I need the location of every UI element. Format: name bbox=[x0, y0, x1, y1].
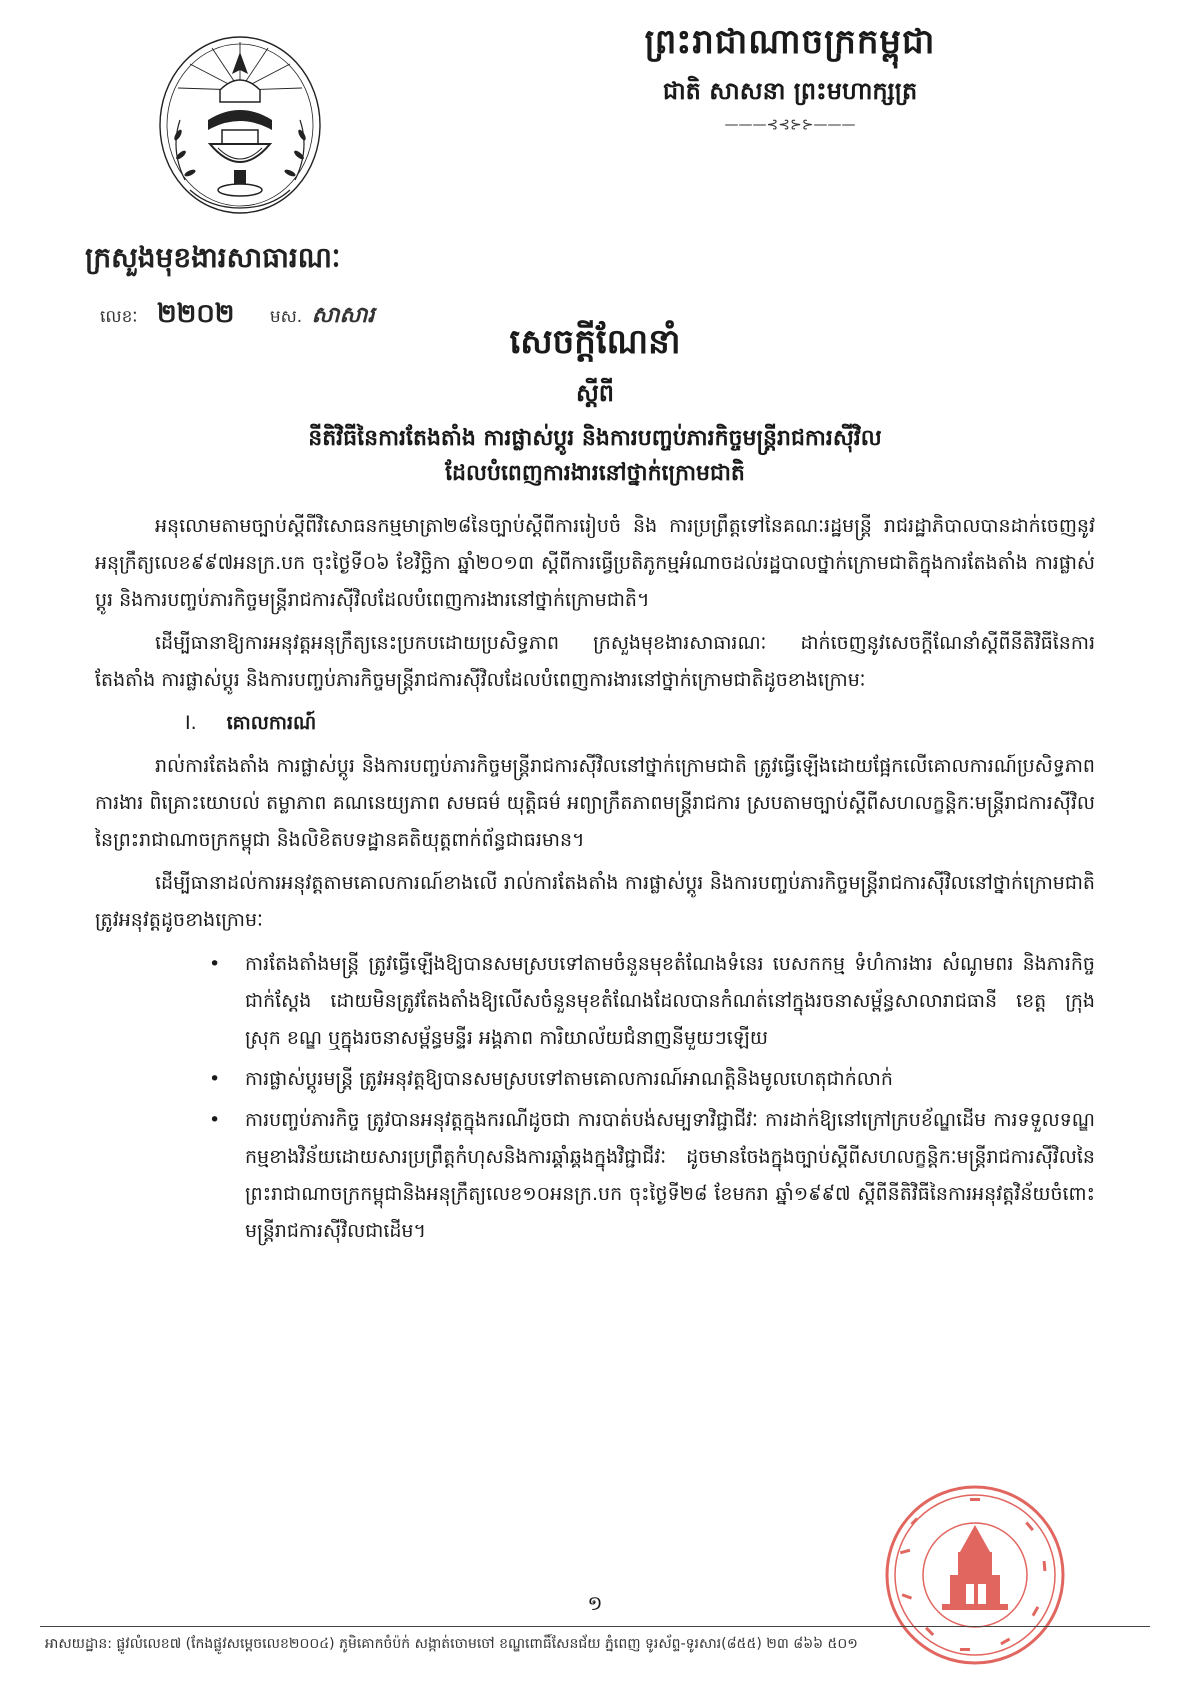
list-item bbox=[209, 946, 1095, 1057]
document-title bbox=[160, 320, 1030, 491]
paragraph-3: រាល់ការតែងតាំង ការផ្លាស់ប្តូរ និងការបញ្ចប់ភារកិច្ចមន្ត្រីរាជការស៊ីវិលនៅថ្នាក់ក្រោមជាតិ ត្រូវធ្វើឡើងដោយផ្អែកលើគោលការណ៍ប្រសិទ្ធភាពការងារ ពិគ្រោះយោបល់ តម្លាភាព គណនេយ្យភាព សមធម៌ យុត្តិធម៌ អព្យាក្រឹតភាពមន្ត្រីរាជការ ស្របតាមច្បាប់ស្តីពីសហលក្ខន្តិកៈមន្ត្រីរាជការស៊ីវិលនៃព្រះរាជាណាចក្រកម្ពុជា និងលិខិតបទដ្ឋានគតិយុត្តពាក់ព័ន្ធជាធរមាន។ bbox=[95, 755, 1095, 852]
title-main: សេចក្តីណែនាំ bbox=[509, 322, 681, 362]
title-sub: ស្តីពី bbox=[575, 379, 615, 407]
document-body bbox=[95, 508, 1095, 1254]
bullet-list bbox=[95, 946, 1095, 1250]
footer-address: អាសយដ្ឋាន: ផ្លូវលំលេខ៧ (កែងផ្លូវសម្តេចលេខ២០០៤) ភូមិគោកចំប៉ក់ សង្កាត់ចោមចៅ ខណ្ឌពោធិ៍សែនជ័យ ភ្នំពេញ ទូរស័ព្ទ-ទូរសារ(៨៥៥) ២៣ ៨៦៦ ៥០១ bbox=[45, 1636, 858, 1652]
bullet-icon: • bbox=[209, 1108, 221, 1131]
list-item-text: ការផ្លាស់ប្តូរមន្ត្រី ត្រូវអនុវត្តឱ្យបានសមស្របទៅតាមគោលការណ៍អាណត្តិនិងមូលហេតុជាក់លាក់ bbox=[245, 1067, 893, 1090]
paragraph-2: ដើម្បីធានាឱ្យការអនុវត្តអនុក្រឹត្យនេះប្រកបដោយប្រសិទ្ធភាព ក្រសួងមុខងារសាធារណៈ ដាក់ចេញនូវសេចក្តីណែនាំស្តីពីនីតិវិធីនៃការតែងតាំង ការផ្លាស់ប្តូរ និងការបញ្ចប់ភារកិច្ចមន្ត្រីរាជការស៊ីវិលដែលបំពេញការងារនៅថ្នាក់ក្រោមជាតិដូចខាងក្រោមៈ bbox=[95, 632, 1095, 692]
section-number: I. bbox=[185, 712, 197, 735]
header-ornament: ———⊰⊰⊱⊱——— bbox=[724, 117, 856, 133]
paragraph-1: អនុលោមតាមច្បាប់ស្តីពីវិសោធនកម្មមាត្រា២៨នៃច្បាប់ស្តីពីការរៀបចំ និង ការប្រព្រឹត្តទៅនៃគណៈរដ្ឋមន្ត្រី រាជរដ្ឋាភិបាលបានដាក់ចេញនូវអនុក្រឹត្យលេខ៩៩៧អនក្រ.បក ចុះថ្ងៃទី០៦ ខែវិច្ឆិកា ឆ្នាំ២០១៣ ស្តីពីការធ្វើប្រតិភូកម្មអំណាចដល់រដ្ឋបាលថ្នាក់ក្រោមជាតិក្នុងការតែងតាំង ការផ្លាស់ប្តូរ និងការបញ្ចប់ភារកិច្ចមន្ត្រីរាជការស៊ីវិលដែលបំពេញការងារនៅថ្នាក់ក្រោមជាតិ។ bbox=[95, 515, 1095, 612]
list-item bbox=[209, 1061, 1095, 1098]
title-line-2: ដែលបំពេញការងារនៅថ្នាក់ក្រោមជាតិ bbox=[445, 461, 745, 487]
bullet-icon: • bbox=[209, 952, 221, 975]
royal-emblem-logo bbox=[150, 30, 330, 220]
kingdom-title: ព្រះរាជាណាចក្រកម្ពុជា bbox=[644, 22, 936, 62]
kingdom-motto: ជាតិ សាសនា ព្រះមហាក្សត្រ bbox=[662, 77, 918, 105]
section-heading bbox=[95, 705, 1095, 742]
paragraph-4: ដើម្បីធានាដល់ការអនុវត្តតាមគោលការណ៍ខាងលើ រាល់ការតែងតាំង ការផ្លាស់ប្តូរ និងការបញ្ចប់ភារកិច្ចមន្ត្រីរាជការស៊ីវិលនៅថ្នាក់ក្រោមជាតិត្រូវអនុវត្តដូចខាងក្រោមៈ bbox=[95, 872, 1095, 932]
reference-number: ២២០២ bbox=[156, 299, 235, 329]
footer-divider bbox=[40, 1626, 1150, 1627]
list-item bbox=[209, 1102, 1095, 1250]
list-item-text: ការបញ្ចប់ភារកិច្ច ត្រូវបានអនុវត្តក្នុងករណីដូចជា ការបាត់បង់សម្បទាវិជ្ជាជីវៈ ការដាក់ឱ្យនៅក្រៅក្របខ័ណ្ឌដើម ការទទួលទណ្ឌកម្មខាងវិន័យដោយសារប្រព្រឹត្តកំហុសនិងការឆ្គាំឆ្គងក្នុងវិជ្ជាជីវៈ ដូចមានចែងក្នុងច្បាប់ស្តីពីសហលក្ខន្តិកៈមន្ត្រីរាជការស៊ីវិលនៃព្រះរាជាណាចក្រកម្ពុជានិងអនុក្រឹត្យលេខ១០អនក្រ.បក ចុះថ្ងៃទី២៨ ខែមករា ឆ្នាំ១៩៩៧ ស្តីពីនីតិវិធីនៃការអនុវត្តវិន័យចំពោះមន្ត្រីរាជការស៊ីវិលជាដើម។ bbox=[245, 1108, 1095, 1242]
ministry-name: ក្រសួងមុខងារសាធារណៈ bbox=[85, 241, 341, 274]
title-line-1: នីតិវិធីនៃការតែងតាំង ការផ្លាស់ប្តូរ និងការបញ្ចប់ភារកិច្ចមន្ត្រីរាជការស៊ីវិល bbox=[308, 426, 882, 451]
title-subject bbox=[160, 421, 1030, 491]
kingdom-header bbox=[580, 20, 1000, 133]
reference-code-label: មស. bbox=[269, 307, 303, 327]
bullet-icon: • bbox=[209, 1067, 221, 1090]
reference-code: សាសារ bbox=[311, 303, 375, 328]
page-number: ១ bbox=[587, 1591, 603, 1615]
list-item-text: ការតែងតាំងមន្ត្រី ត្រូវធ្វើឡើងឱ្យបានសមស្របទៅតាមចំនួនមុខតំណែងទំនេរ បេសកកម្ម ទំហំការងារ សំណូមពរ និងភារកិច្ចជាក់ស្តែង ដោយមិនត្រូវតែងតាំងឱ្យលើសចំនួនមុខតំណែងដែលបានកំណត់នៅក្នុងរចនាសម្ព័ន្ធសាលារាជធានី ខេត្ត ក្រុង ស្រុក ខណ្ឌ ឬក្នុងរចនាសម្ព័ន្ធមន្ទីរ អង្គភាព ការិយាល័យជំនាញនីមួយៗឡើយ bbox=[245, 952, 1095, 1049]
reference-number-label: លេខៈ bbox=[100, 307, 138, 327]
section-title: គោលការណ៍ bbox=[226, 712, 317, 735]
